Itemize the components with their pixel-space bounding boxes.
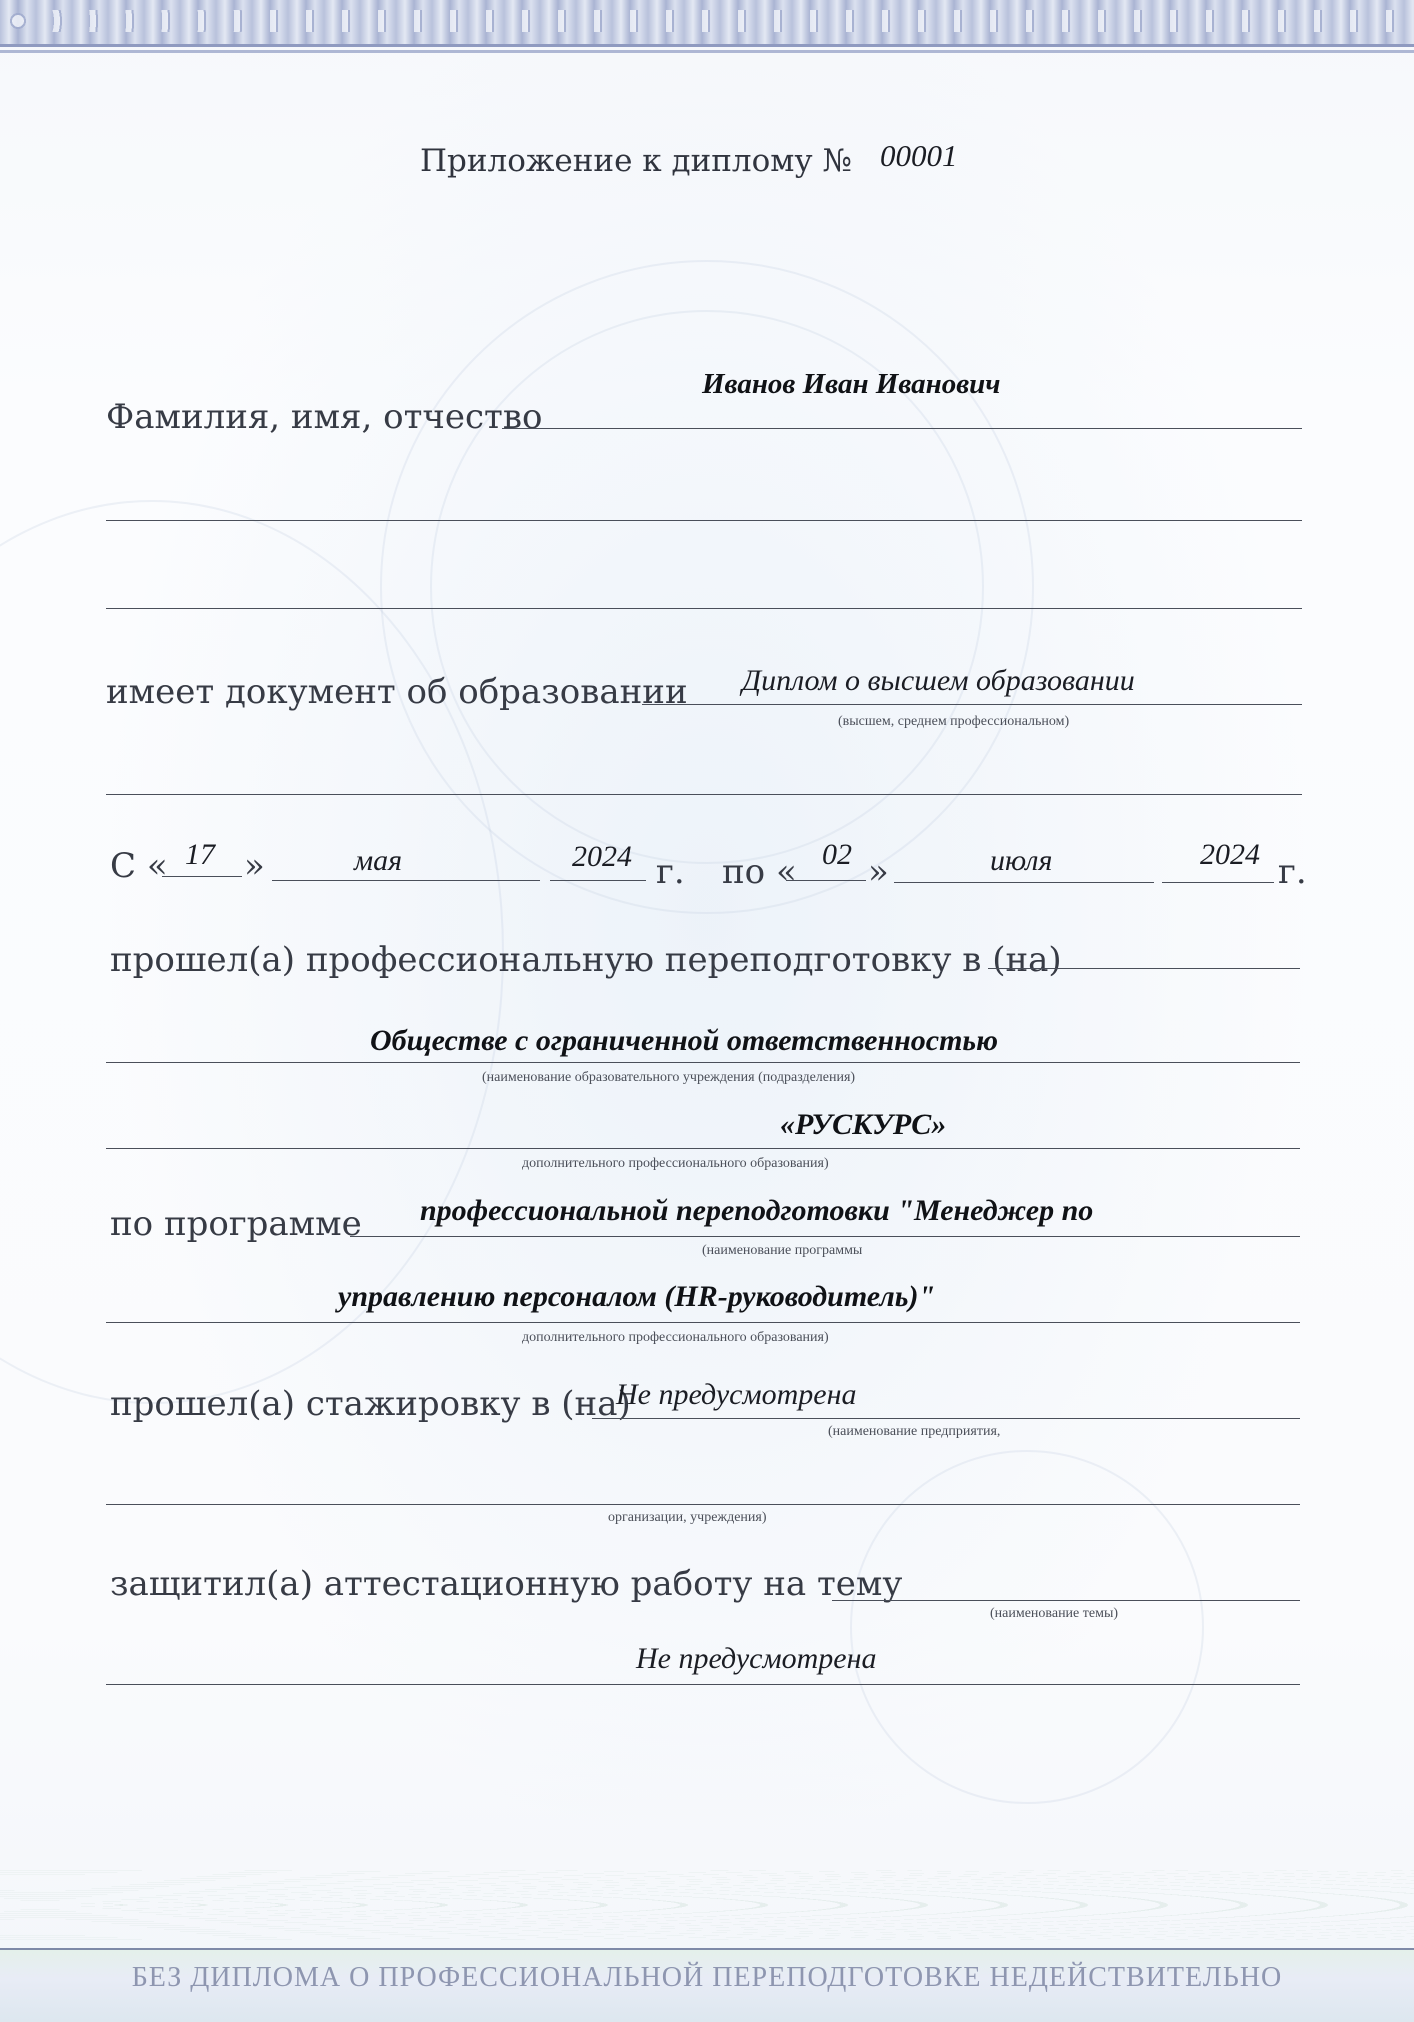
internship-underline bbox=[592, 1418, 1300, 1419]
period-from-day-close: » bbox=[244, 846, 265, 886]
fio-underline-3 bbox=[106, 608, 1302, 609]
diploma-number: 00001 bbox=[880, 138, 958, 173]
education-hint: (высшем, среднем профессиональном) bbox=[838, 714, 1070, 729]
decorative-top-line bbox=[0, 50, 1414, 53]
thesis-underline-2 bbox=[106, 1684, 1300, 1685]
period-to-year: 2024 bbox=[1200, 838, 1260, 871]
period-from-month: мая bbox=[354, 844, 403, 877]
footer-validity-notice: БЕЗ ДИПЛОМА О ПРОФЕССИОНАЛЬНОЙ ПЕРЕПОДГОТОВКЕ НЕДЕЙСТВИТЕЛЬНО bbox=[131, 1962, 1283, 1993]
period-from-day-underline bbox=[162, 876, 242, 877]
education-value: Диплом о высшем образовании bbox=[742, 664, 1135, 697]
retraining-org-underline-2 bbox=[106, 1148, 1300, 1149]
period-from-year-suffix: г. bbox=[656, 852, 685, 892]
internship-hint1: (наименование предприятия, bbox=[828, 1424, 1001, 1439]
decorative-top-pattern bbox=[0, 10, 1414, 32]
period-from-day: 17 bbox=[185, 838, 215, 871]
period-from-month-underline bbox=[272, 880, 540, 881]
period-to-year-underline bbox=[1162, 882, 1274, 883]
internship-hint2: организации, учреждения) bbox=[608, 1510, 767, 1525]
program-hint2: дополнительного профессионального образования) bbox=[522, 1330, 829, 1345]
thesis-underline bbox=[832, 1600, 1300, 1601]
period-from-prefix: С « bbox=[110, 846, 168, 886]
education-underline bbox=[642, 704, 1302, 705]
retraining-hint2: дополнительного профессионального образования) bbox=[522, 1156, 829, 1171]
thesis-hint: (наименование темы) bbox=[990, 1606, 1119, 1621]
thesis-value: Не предусмотрена bbox=[636, 1642, 877, 1675]
retraining-org-line1: Обществе с ограниченной ответственностью bbox=[370, 1024, 999, 1057]
fio-label: Фамилия, имя, отчество bbox=[106, 397, 543, 437]
retraining-underline bbox=[988, 968, 1300, 969]
period-to-day: 02 bbox=[822, 838, 852, 871]
program-label: по программе bbox=[110, 1204, 362, 1244]
retraining-label: прошел(а) профессиональную переподготовку в (на) bbox=[110, 940, 1062, 980]
program-underline-1 bbox=[350, 1236, 1300, 1237]
period-from-year: 2024 bbox=[572, 840, 632, 873]
decorative-bottom-pattern bbox=[0, 1870, 1414, 1940]
internship-underline-2 bbox=[106, 1504, 1300, 1505]
fio-underline-2 bbox=[106, 520, 1302, 521]
period-to-day-underline bbox=[786, 880, 866, 881]
period-to-day-close: » bbox=[868, 852, 889, 892]
education-label: имеет документ об образовании bbox=[106, 672, 688, 712]
thesis-label: защитил(а) аттестационную работу на тему bbox=[110, 1564, 903, 1604]
page-title: Приложение к диплому № bbox=[420, 143, 852, 179]
retraining-hint1: (наименование образовательного учреждения (подразделения) bbox=[482, 1070, 856, 1085]
program-underline-2 bbox=[106, 1322, 1300, 1323]
program-value-line2: управлению персоналом (HR-руководитель)" bbox=[338, 1280, 936, 1313]
period-from-year-underline bbox=[550, 880, 646, 881]
period-to-year-suffix: г. bbox=[1278, 852, 1307, 892]
fio-underline bbox=[502, 428, 1302, 429]
program-value-line1: профессиональной переподготовки "Менеджер по bbox=[420, 1194, 1094, 1227]
program-hint1: (наименование программы bbox=[702, 1243, 863, 1258]
period-to-month-underline bbox=[894, 882, 1154, 883]
period-to-prefix: по « bbox=[722, 852, 797, 892]
retraining-org-underline-1 bbox=[106, 1062, 1300, 1063]
internship-value: Не предусмотрена bbox=[616, 1378, 857, 1411]
fio-value: Иванов Иван Иванович bbox=[702, 368, 1001, 400]
education-underline-2 bbox=[106, 794, 1302, 795]
period-to-month: июля bbox=[990, 844, 1053, 877]
internship-label: прошел(а) стажировку в (на) bbox=[110, 1384, 631, 1424]
retraining-org-line2: «РУСКУРС» bbox=[780, 1108, 947, 1141]
